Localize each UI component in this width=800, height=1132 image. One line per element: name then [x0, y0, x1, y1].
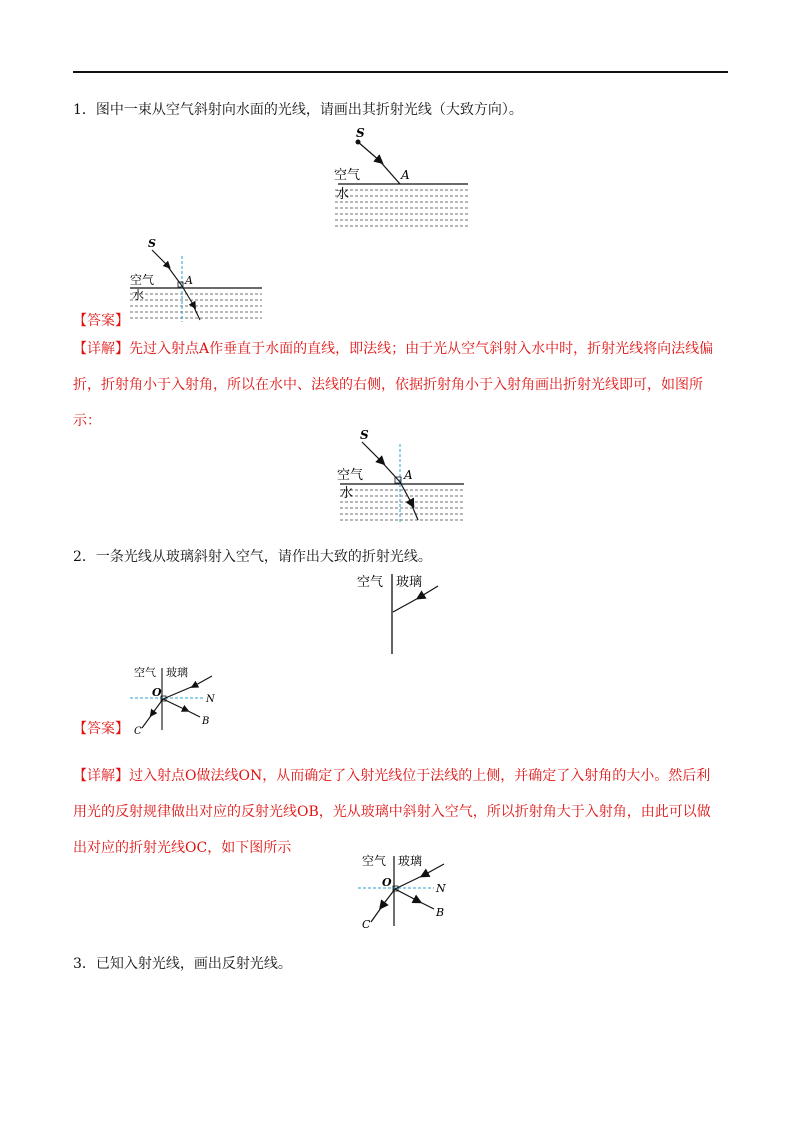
refracted-ray [400, 482, 412, 504]
q2-explanation [73, 758, 729, 866]
incident-ray [393, 596, 422, 612]
q3-question: 3．已知入射光线，画出反射光线。 [73, 956, 292, 972]
label-air: 空气 [134, 666, 156, 679]
q1-explanation-figure [334, 424, 468, 524]
reflected-ray-OB [163, 699, 186, 710]
label-C: C [134, 726, 142, 737]
explain-line-1: 先过入射点A作垂直于水面的直线，即法线；由于光从空气斜射入水中时，折射光线将向法线偏 [129, 341, 714, 357]
label-air: 空气 [337, 468, 364, 483]
q2-question-figure [354, 572, 446, 658]
explain-line-2: 用光的反射规律做出对应的反射光线OB，光从玻璃中斜射入空气，所以折射角大于入射角，由此可以做 [73, 804, 711, 820]
q2-answer-figure [128, 664, 224, 740]
label-B: B [436, 906, 445, 919]
label-N: N [436, 882, 446, 895]
q1-question-figure [330, 128, 472, 232]
q1-question: 1．图中一束从空气斜射向水面的光线，请画出其折射光线（大致方向）。 [73, 102, 523, 118]
explain-line-3: 出对应的折射光线OC，如下图所示 [73, 840, 292, 856]
label-C: C [362, 918, 371, 931]
label-S: S [360, 428, 369, 442]
label-glass: 玻璃 [166, 666, 188, 679]
header-rule [73, 71, 728, 73]
reflected-ray-OB [395, 889, 418, 901]
label-S: S [356, 128, 365, 140]
q1-answer-tag: 【答案】 [73, 313, 129, 329]
label-glass: 玻璃 [396, 575, 423, 590]
water-region [335, 184, 468, 226]
incident-ray [378, 159, 400, 184]
label-air: 空气 [362, 854, 387, 868]
incident-ray [395, 874, 426, 889]
label-A: A [404, 468, 413, 482]
label-S: S [148, 238, 156, 250]
q2-answer-tag: 【答案】 [73, 721, 129, 737]
explain-tag: 【详解】 [73, 768, 129, 784]
q1-answer-figure [128, 238, 266, 324]
label-water: 水 [336, 187, 350, 202]
label-O: O [382, 876, 392, 889]
label-water: 水 [340, 486, 354, 501]
label-A: A [401, 168, 410, 182]
label-air: 空气 [130, 273, 155, 287]
explain-tag: 【详解】 [73, 341, 129, 357]
explain-line-1: 过入射点O做法线ON，从而确定了入射光线位于法线的上侧，并确定了入射角的大小。然后利 [129, 768, 711, 784]
label-air: 空气 [357, 575, 384, 590]
label-A: A [185, 274, 193, 287]
label-water: 水 [132, 288, 145, 302]
incident-ray [163, 685, 196, 699]
q1-explanation [73, 331, 729, 439]
label-air: 空气 [334, 168, 361, 183]
q2-explanation-figure [352, 852, 456, 932]
label-B: B [202, 716, 210, 727]
refracted-ray-OC [382, 889, 395, 906]
label-glass: 玻璃 [398, 854, 423, 868]
incident-ray-arrow [358, 142, 380, 161]
explain-line-2: 折，折射角小于入射角，所以在水中、法线的右侧，依据折射角小于入射角画出折射光线即可，如图所 [73, 377, 703, 393]
q2-question: 2．一条光线从玻璃斜射入空气，请作出大致的折射光线。 [73, 549, 432, 565]
label-O: O [152, 686, 162, 699]
label-N: N [206, 694, 215, 705]
explain-line-3: 示： [73, 413, 101, 429]
